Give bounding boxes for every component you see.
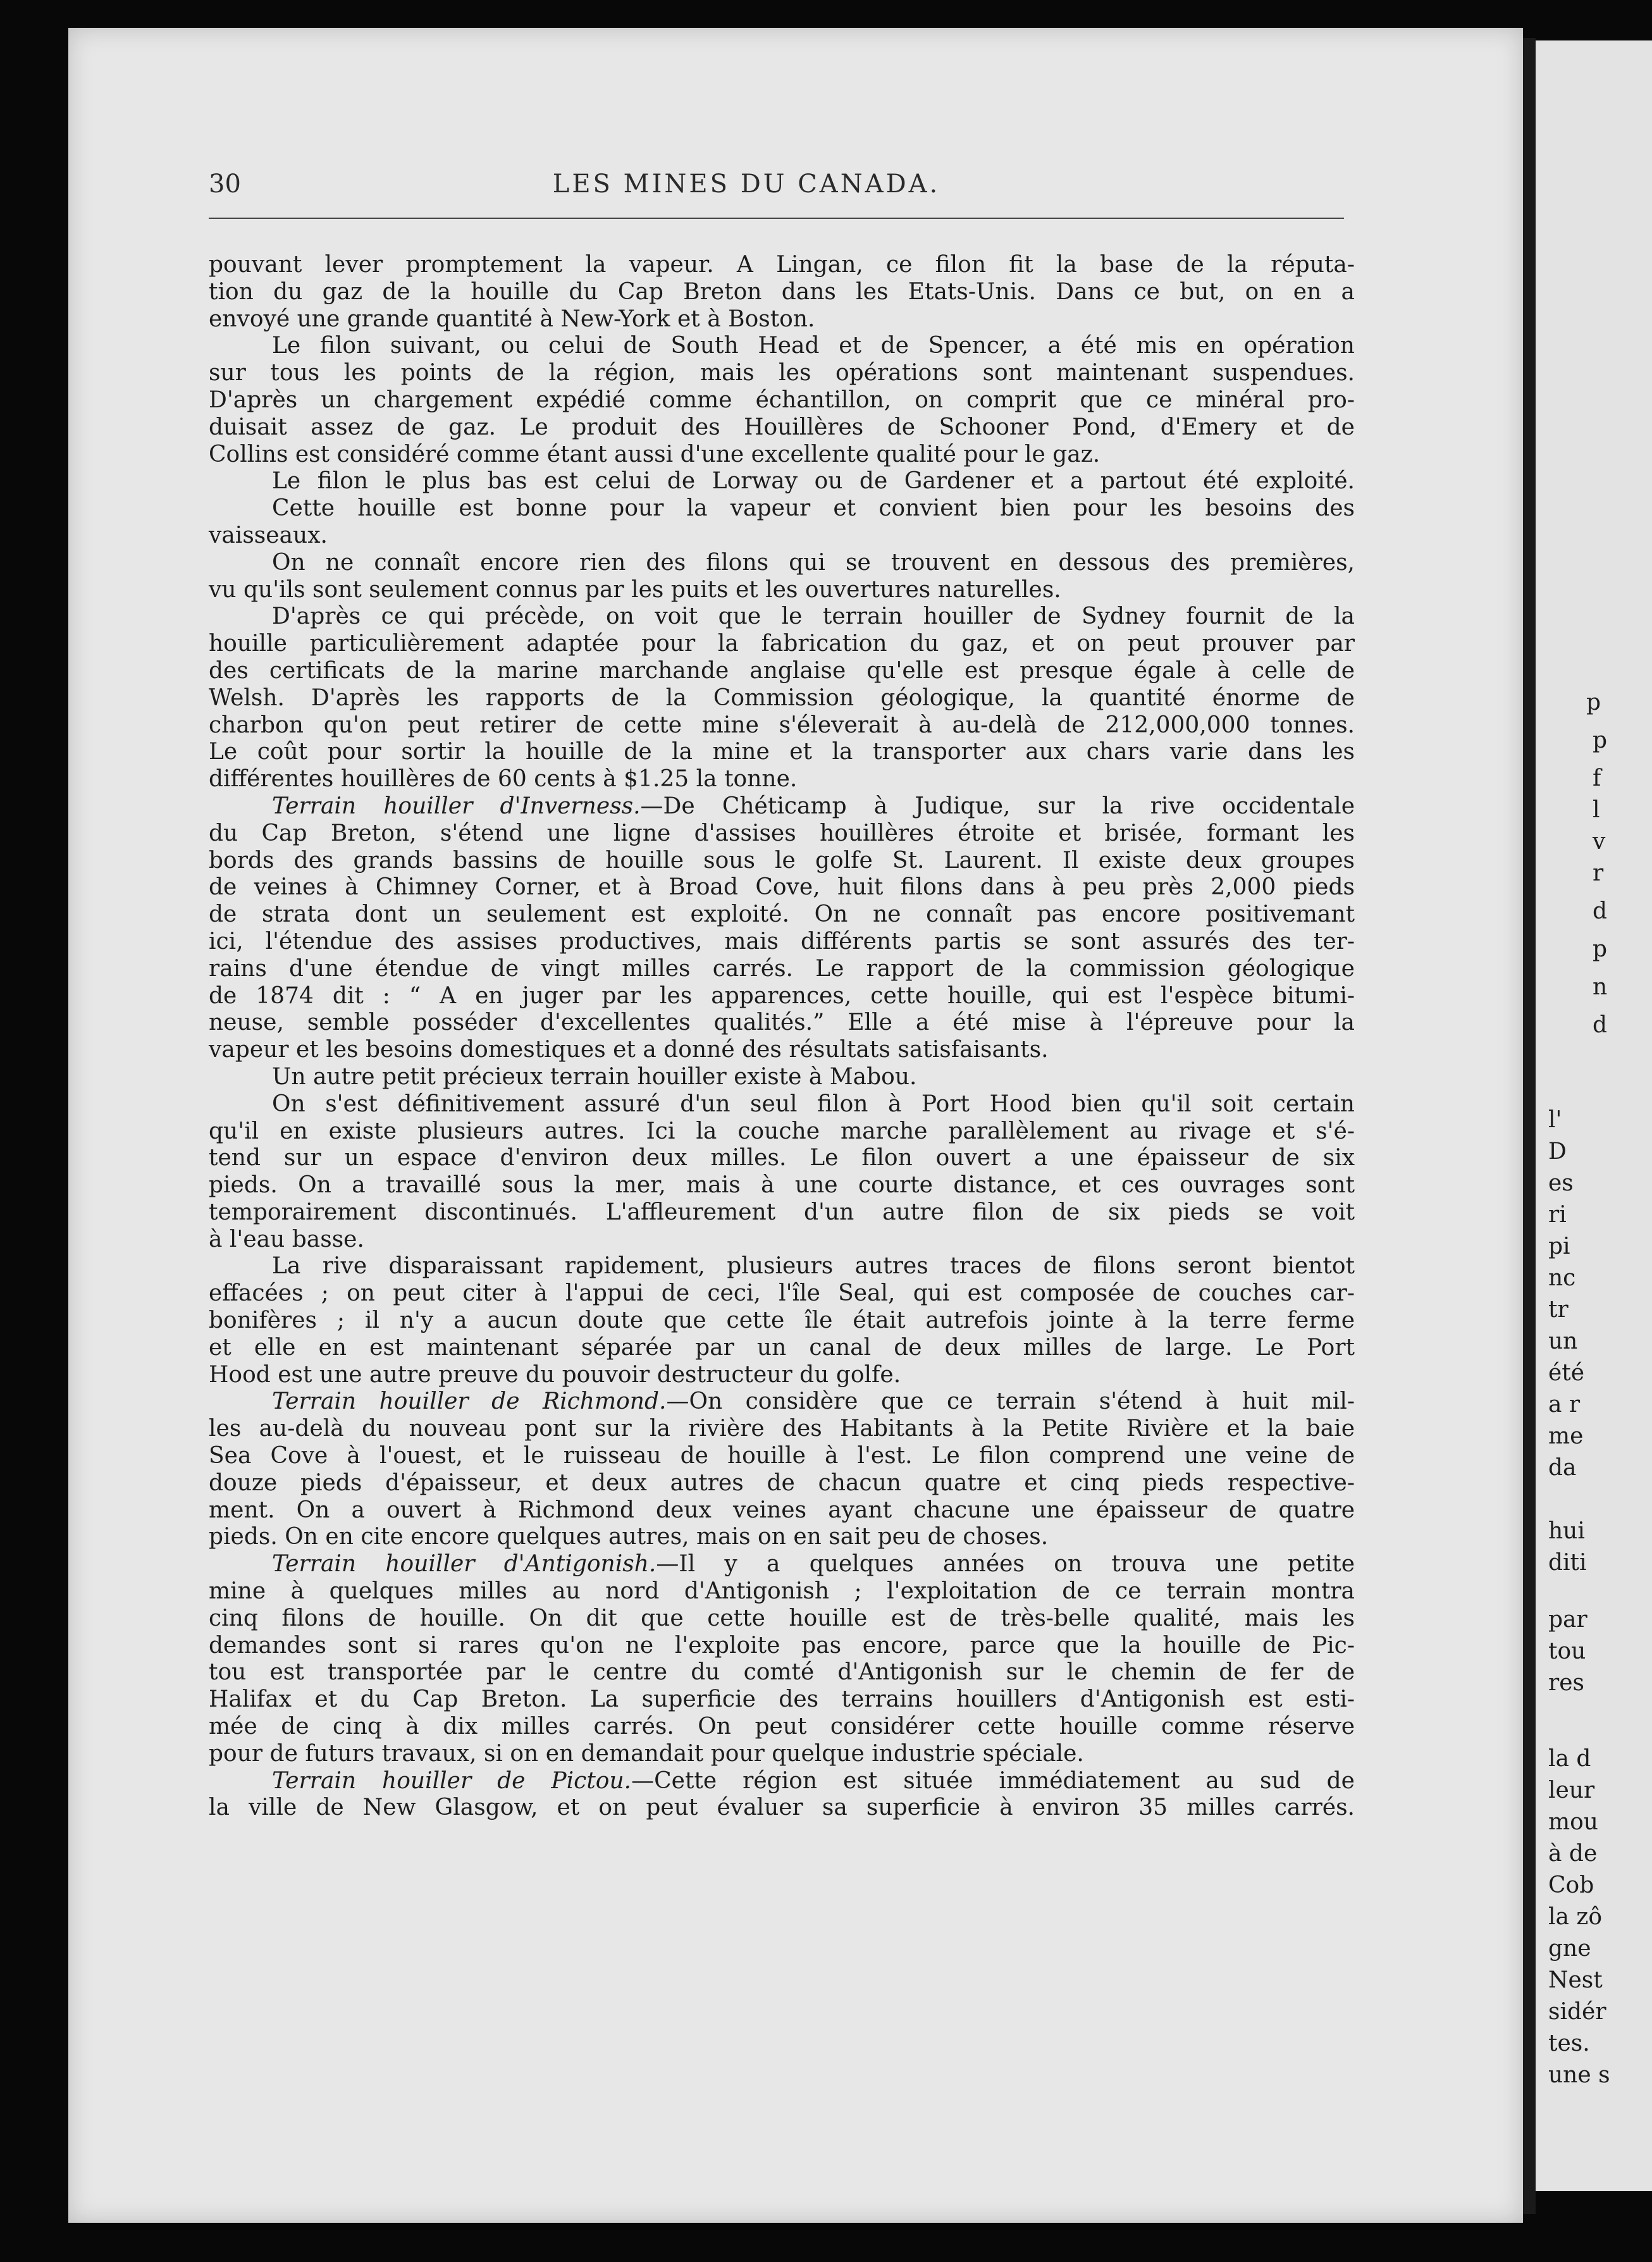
section-heading: Terrain houiller de Pictou. xyxy=(272,1767,632,1794)
text-line xyxy=(209,1145,1355,1172)
text-line xyxy=(209,1795,1355,1822)
facing-page-fragment: gne xyxy=(1548,1936,1591,1962)
line-text: effacées ; on peut citer à l'appui de ceci, l'île Seal, qui est composée de couches car- xyxy=(209,1280,1355,1307)
facing-page-edge xyxy=(1536,40,1652,2191)
text-line xyxy=(209,1010,1355,1037)
line-text: D'après un chargement expédié comme échantillon, on comprit que ce minéral pro- xyxy=(209,386,1355,413)
line-text: de strata dont un seulement est exploité. On ne connaît pas encore positivemant xyxy=(209,901,1355,928)
text-line xyxy=(209,1064,1355,1091)
facing-page-fragment: l' xyxy=(1548,1107,1562,1133)
text-line xyxy=(209,333,1355,360)
text-line xyxy=(209,929,1355,956)
facing-page-fragment: diti xyxy=(1548,1550,1587,1576)
line-text: Cette houille est bonne pour la vapeur et convient bien pour les besoins des xyxy=(272,495,1355,522)
text-line xyxy=(209,252,1355,279)
facing-page-fragment: été xyxy=(1548,1360,1585,1386)
facing-page-fragment: une s xyxy=(1548,2062,1610,2088)
line-text: Collins est considéré comme étant aussi d'une excellente qualité pour le gaz. xyxy=(209,441,1100,467)
line-text: tion du gaz de la houille du Cap Breton dans les Etats-Unis. Dans ce but, on en a xyxy=(209,278,1355,305)
facing-page-fragment: tr xyxy=(1548,1297,1569,1323)
text-line xyxy=(209,279,1355,306)
line-text: mée de cinq à dix milles carrés. On peut considérer cette houille comme réserve xyxy=(209,1714,1355,1740)
facing-page-fragment: v xyxy=(1593,829,1606,855)
facing-page-fragment: p xyxy=(1593,727,1608,753)
line-text: les au-delà du nouveau pont sur la rivière des Habitants à la Petite Rivière et la baie xyxy=(209,1416,1355,1442)
line-text: bords des grands bassins de houille sous le golfe St. Laurent. Il existe deux groupes xyxy=(209,847,1355,874)
text-line xyxy=(209,1037,1355,1064)
facing-page-fragment: p xyxy=(1586,689,1601,715)
text-line xyxy=(209,1497,1355,1524)
facing-page-fragment: mou xyxy=(1548,1809,1598,1835)
line-text: douze pieds d'épaisseur, et deux autres de chacun quatre et cinq pieds respective- xyxy=(209,1469,1355,1496)
text-line xyxy=(209,658,1355,685)
section-heading: Terrain houiller d'Antigonish. xyxy=(272,1551,656,1578)
line-text: et elle en est maintenant séparée par un canal de deux milles de large. Le Port xyxy=(209,1334,1355,1361)
text-line xyxy=(209,1091,1355,1118)
text-line xyxy=(209,577,1355,604)
line-text: de veines à Chimney Corner, et à Broad Cove, huit filons dans à peu près 2,000 pieds xyxy=(209,874,1355,901)
line-text: —De Chéticamp à Judique, sur la rive occidentale xyxy=(640,793,1355,819)
line-text: duisait assez de gaz. Le produit des Houillères de Schooner Pond, d'Emery et de xyxy=(209,414,1355,440)
text-line xyxy=(209,1416,1355,1443)
text-line xyxy=(209,387,1355,414)
facing-page-fragment: sidér xyxy=(1548,1999,1606,2025)
text-line xyxy=(209,1633,1355,1660)
facing-page-fragment: f xyxy=(1593,765,1601,791)
text-line xyxy=(209,901,1355,929)
facing-page-fragment: tou xyxy=(1548,1638,1586,1664)
line-text: Hood est une autre preuve du pouvoir destructeur du golfe. xyxy=(209,1361,901,1388)
line-text: rains d'une étendue de vingt milles carrés. Le rapport de la commission géologique xyxy=(209,955,1355,982)
line-text: Halifax et du Cap Breton. La superficie des terrains houillers d'Antigonish est esti- xyxy=(209,1686,1355,1713)
facing-page-fragment: d xyxy=(1593,1012,1608,1038)
facing-page-fragment: nc xyxy=(1548,1265,1576,1291)
line-text: —On considère que ce terrain s'étend à huit mil- xyxy=(666,1388,1355,1415)
line-text: différentes houillères de 60 cents à $1.25 la tonne. xyxy=(209,766,798,793)
text-line xyxy=(209,1199,1355,1227)
facing-page-fragment: a r xyxy=(1548,1392,1581,1418)
line-text: vaisseaux. xyxy=(209,522,328,548)
line-text: pour de futurs travaux, si on en demandait pour quelque industrie spéciale. xyxy=(209,1740,1084,1767)
facing-page-fragment: par xyxy=(1548,1607,1587,1633)
line-text: mine à quelques milles au nord d'Antigonish ; l'exploitation de ce terrain montra xyxy=(209,1578,1355,1605)
text-line xyxy=(209,1280,1355,1307)
running-head: LES MINES DU CANADA. xyxy=(552,170,940,199)
facing-page-fragment: ri xyxy=(1548,1202,1567,1228)
text-line xyxy=(209,603,1355,631)
text-line xyxy=(209,1741,1355,1768)
facing-page-fragment: es xyxy=(1548,1170,1574,1196)
line-text: La rive disparaissant rapidement, plusieurs autres traces de filons seront bientot xyxy=(272,1253,1355,1280)
text-line xyxy=(209,739,1355,766)
text-line xyxy=(209,442,1355,469)
line-text: Le filon suivant, ou celui de South Head et de Spencer, a été mis en opération xyxy=(272,333,1355,359)
section-heading: Terrain houiller de Richmond. xyxy=(272,1388,667,1415)
text-line xyxy=(209,1172,1355,1199)
text-line xyxy=(209,522,1355,550)
facing-page-fragment: p xyxy=(1593,936,1608,962)
text-line xyxy=(209,1307,1355,1335)
text-line xyxy=(209,983,1355,1010)
line-text: du Cap Breton, s'étend une ligne d'assises houillères étroite et brisée, formant les xyxy=(209,820,1355,846)
facing-page-fragment: Nest xyxy=(1548,1967,1603,1993)
line-text: de 1874 dit : “ A en juger par les apparences, cette houille, qui est l'espèce bitumi- xyxy=(209,982,1355,1009)
line-text: Sea Cove à l'ouest, et le ruisseau de houille à l'est. Le filon comprend une veine de xyxy=(209,1443,1355,1469)
line-text: houille particulièrement adaptée pour la fabrication du gaz, et on peut prouver par xyxy=(209,631,1355,657)
text-line xyxy=(209,1578,1355,1605)
facing-page-fragment: n xyxy=(1593,974,1608,1000)
text-line xyxy=(209,495,1355,522)
line-text: des certificats de la marine marchande anglaise qu'elle est presque égale à celle de xyxy=(209,657,1355,684)
facing-page-fragment: me xyxy=(1548,1423,1584,1449)
line-text: envoyé une grande quantité à New-York et à Boston. xyxy=(209,306,815,332)
header-rule xyxy=(209,218,1344,219)
line-text: neuse, semble posséder d'excellentes qualités.” Elle a été mise à l'épreuve pour la xyxy=(209,1010,1355,1036)
line-text: la ville de New Glasgow, et on peut évaluer sa superficie à environ 35 milles carrés. xyxy=(209,1795,1355,1821)
line-text: Welsh. D'après les rapports de la Commission géologique, la quantité énorme de xyxy=(209,684,1355,711)
text-line xyxy=(209,1118,1355,1146)
line-text: D'après ce qui précède, on voit que le terrain houiller de Sydney fournit de la xyxy=(272,603,1355,630)
line-text: On ne connaît encore rien des filons qui se trouvent en dessous des premières, xyxy=(272,549,1355,576)
section-heading: Terrain houiller d'Inverness. xyxy=(272,793,641,819)
line-text: sur tous les points de la région, mais les opérations sont maintenant suspendues. xyxy=(209,360,1355,386)
text-line xyxy=(209,848,1355,875)
line-text: tend sur un espace d'environ deux milles. Le filon ouvert a une épaisseur de six xyxy=(209,1145,1355,1171)
text-line xyxy=(209,1335,1355,1362)
line-text: ment. On a ouvert à Richmond deux veines ayant chacune une épaisseur de quatre xyxy=(209,1497,1355,1523)
line-text: —Il y a quelques années on trouva une petite xyxy=(656,1551,1355,1578)
line-text: bonifères ; il n'y a aucun doute que cette île était autrefois jointe à la terre ferme xyxy=(209,1307,1355,1334)
line-text: ici, l'étendue des assises productives, mais différents partis se sont assurés des ter- xyxy=(209,928,1355,955)
facing-page-fragment: da xyxy=(1548,1455,1577,1481)
text-line xyxy=(209,1253,1355,1280)
line-text: vapeur et les besoins domestiques et a donné des résultats satisfaisants. xyxy=(209,1037,1049,1063)
line-text: cinq filons de houille. On dit que cette houille est de très-belle qualité, mais les xyxy=(209,1605,1355,1631)
text-line xyxy=(209,468,1355,495)
line-text: pouvant lever promptement la vapeur. A Lingan, ce filon fit la base de la réputa- xyxy=(209,252,1355,278)
text-line xyxy=(209,793,1355,820)
line-text: demandes sont si rares qu'on ne l'exploite pas encore, parce que la houille de Pic- xyxy=(209,1632,1355,1659)
facing-page-fragment: Cob xyxy=(1548,1872,1594,1898)
facing-page-fragment: D xyxy=(1548,1139,1567,1165)
line-text: temporairement discontinués. L'affleurement d'un autre filon de six pieds se voit xyxy=(209,1199,1355,1225)
text-line xyxy=(209,1551,1355,1578)
page-header xyxy=(145,170,1347,207)
text-line xyxy=(209,685,1355,712)
line-text: On s'est définitivement assuré d'un seul filon à Port Hood bien qu'il soit certain xyxy=(272,1091,1355,1117)
page-number: 30 xyxy=(209,170,241,199)
text-line xyxy=(209,306,1355,333)
line-text: —Cette région est située immédiatement au sud de xyxy=(631,1767,1355,1794)
line-text: tou est transportée par le centre du comté d'Antigonish sur le chemin de fer de xyxy=(209,1659,1355,1686)
text-line xyxy=(209,1659,1355,1686)
facing-page-fragment: leur xyxy=(1548,1777,1595,1803)
line-text: qu'il en existe plusieurs autres. Ici la couche marche parallèlement au rivage et s'é- xyxy=(209,1118,1355,1144)
line-text: pieds. On a travaillé sous la mer, mais à une courte distance, et ces ouvrages sont xyxy=(209,1172,1355,1199)
facing-page-fragment: à de xyxy=(1548,1841,1598,1867)
line-text: Un autre petit précieux terrain houiller existe à Mabou. xyxy=(272,1063,917,1090)
facing-page-fragment: pi xyxy=(1548,1233,1570,1259)
text-line xyxy=(209,1524,1355,1551)
text-line xyxy=(209,1443,1355,1470)
line-text: vu qu'ils sont seulement connus par les puits et les ouvertures naturelles. xyxy=(209,576,1061,603)
text-line xyxy=(209,820,1355,848)
text-line xyxy=(209,1605,1355,1633)
line-text: à l'eau basse. xyxy=(209,1226,364,1252)
page-gutter xyxy=(1523,38,1536,2214)
text-line xyxy=(209,1227,1355,1254)
text-line xyxy=(209,712,1355,739)
facing-page-fragment: la d xyxy=(1548,1746,1591,1772)
body-text xyxy=(209,252,1355,1822)
text-line xyxy=(209,1714,1355,1741)
facing-page-fragment: d xyxy=(1593,898,1608,924)
line-text: pieds. On en cite encore quelques autres, mais on en sait peu de choses. xyxy=(209,1524,1049,1550)
facing-page-fragment: res xyxy=(1548,1670,1584,1696)
text-line xyxy=(209,874,1355,901)
text-line xyxy=(209,631,1355,658)
facing-page-fragment: tes. xyxy=(1548,2030,1590,2056)
facing-page-fragment: r xyxy=(1593,860,1604,886)
text-line xyxy=(209,360,1355,387)
text-line xyxy=(209,414,1355,442)
text-line xyxy=(209,1388,1355,1416)
text-line xyxy=(209,550,1355,577)
text-line xyxy=(209,956,1355,983)
line-text: Le coût pour sortir la houille de la mine et la transporter aux chars varie dans les xyxy=(209,739,1355,765)
facing-page-fragment: l xyxy=(1593,797,1600,823)
line-text: charbon qu'on peut retirer de cette mine s'éleverait à au-delà de 212,000,000 tonnes. xyxy=(209,712,1355,738)
facing-page-fragment: hui xyxy=(1548,1518,1585,1544)
text-line xyxy=(209,766,1355,793)
line-text: Le filon le plus bas est celui de Lorway ou de Gardener et a partout été exploité. xyxy=(272,468,1355,495)
facing-page-fragment: la zô xyxy=(1548,1904,1603,1930)
text-line xyxy=(209,1768,1355,1795)
facing-page-fragment: un xyxy=(1548,1328,1578,1354)
text-line xyxy=(209,1470,1355,1497)
text-line xyxy=(209,1686,1355,1714)
text-line xyxy=(209,1362,1355,1389)
